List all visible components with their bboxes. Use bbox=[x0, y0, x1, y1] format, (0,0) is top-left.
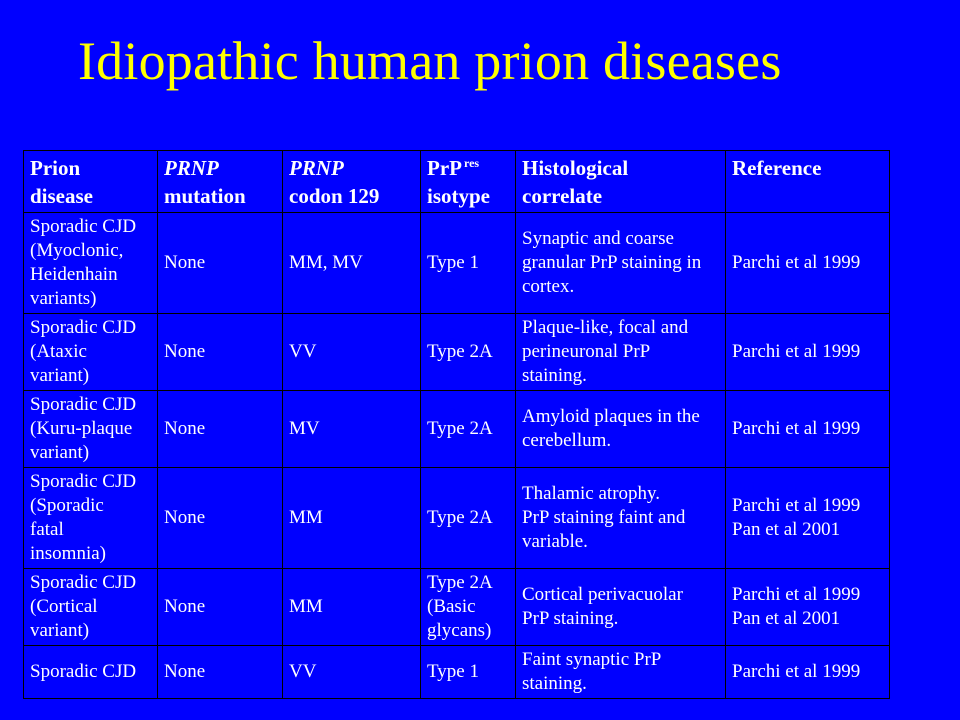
cell-disease bbox=[24, 569, 158, 646]
table-row bbox=[24, 468, 890, 569]
cell-codon bbox=[283, 569, 421, 646]
header-text: PrP bbox=[427, 156, 462, 180]
header-text: PRNP bbox=[289, 156, 344, 180]
cell-isotype bbox=[421, 391, 516, 468]
cell-mutation bbox=[158, 314, 283, 391]
header-text: disease bbox=[30, 184, 93, 208]
header-text: Histological bbox=[522, 156, 629, 180]
cell-codon bbox=[283, 213, 421, 314]
header-text: codon 129 bbox=[289, 184, 380, 208]
cell-disease bbox=[24, 213, 158, 314]
cell-text: Sporadic CJD bbox=[30, 394, 137, 415]
cell-isotype bbox=[421, 646, 516, 699]
cell-text: granular PrP staining in bbox=[522, 252, 702, 273]
header-histological-correlate bbox=[516, 151, 726, 213]
table-row bbox=[24, 646, 890, 699]
cell-text: Type 2A bbox=[427, 572, 493, 593]
cell-text: variant) bbox=[30, 442, 90, 463]
cell-text: Sporadic CJD bbox=[30, 572, 137, 593]
cell-histology bbox=[516, 646, 726, 699]
cell-isotype bbox=[421, 569, 516, 646]
cell-text: Parchi et al 1999 bbox=[732, 341, 861, 362]
cell-text: VV bbox=[289, 341, 317, 362]
header-text: Prion bbox=[30, 156, 81, 180]
cell-text: Parchi et al 1999 bbox=[732, 661, 861, 682]
header-prp-isotype bbox=[421, 151, 516, 213]
cell-text: Sporadic CJD bbox=[30, 216, 137, 237]
cell-reference bbox=[726, 468, 890, 569]
cell-text: variant) bbox=[30, 620, 90, 641]
cell-text: perineuronal PrP bbox=[522, 341, 651, 362]
cell-text: insomnia) bbox=[30, 543, 106, 564]
cell-text: Thalamic atrophy. bbox=[522, 483, 661, 504]
header-prnp-codon bbox=[283, 151, 421, 213]
cell-text: (Cortical bbox=[30, 596, 98, 617]
cell-mutation bbox=[158, 391, 283, 468]
table-row bbox=[24, 569, 890, 646]
cell-codon bbox=[283, 391, 421, 468]
cell-disease bbox=[24, 314, 158, 391]
cell-text: MM bbox=[289, 596, 323, 617]
cell-reference bbox=[726, 314, 890, 391]
cell-reference bbox=[726, 391, 890, 468]
cell-text: None bbox=[164, 507, 206, 528]
cell-disease bbox=[24, 391, 158, 468]
header-superscript: res bbox=[463, 156, 480, 170]
table-row bbox=[24, 314, 890, 391]
cell-text: staining. bbox=[522, 673, 587, 694]
cell-text: Heidenhain bbox=[30, 264, 118, 285]
header-prion-disease bbox=[24, 151, 158, 213]
cell-text: None bbox=[164, 596, 206, 617]
cell-isotype bbox=[421, 468, 516, 569]
table-row bbox=[24, 213, 890, 314]
header-text: mutation bbox=[164, 184, 246, 208]
header-text: PRNP bbox=[164, 156, 219, 180]
cell-text: PrP staining faint and bbox=[522, 507, 686, 528]
cell-text: MM bbox=[289, 507, 323, 528]
cell-text: Faint synaptic PrP bbox=[522, 649, 662, 670]
cell-text: cortex. bbox=[522, 276, 575, 297]
cell-text: Pan et al 2001 bbox=[732, 608, 841, 629]
cell-text: MV bbox=[289, 418, 320, 439]
cell-text: Type 1 bbox=[427, 661, 479, 682]
cell-text: Type 2A bbox=[427, 418, 493, 439]
cell-text: variants) bbox=[30, 288, 97, 309]
cell-text: Pan et al 2001 bbox=[732, 519, 841, 540]
cell-text: (Myoclonic, bbox=[30, 240, 124, 261]
cell-text: (Basic bbox=[427, 596, 476, 617]
cell-histology bbox=[516, 213, 726, 314]
cell-text: None bbox=[164, 661, 206, 682]
cell-text: Parchi et al 1999 bbox=[732, 584, 861, 605]
header-text: isotype bbox=[427, 184, 490, 208]
cell-text: variant) bbox=[30, 365, 90, 386]
cell-text: (Kuru-plaque bbox=[30, 418, 133, 439]
cell-text: Plaque-like, focal and bbox=[522, 317, 689, 338]
cell-text: Type 2A bbox=[427, 341, 493, 362]
cell-disease bbox=[24, 646, 158, 699]
cell-text: glycans) bbox=[427, 620, 492, 641]
cell-text: Type 1 bbox=[427, 252, 479, 273]
cell-text: Parchi et al 1999 bbox=[732, 418, 861, 439]
cell-text: None bbox=[164, 418, 206, 439]
cell-text: Sporadic CJD bbox=[30, 661, 137, 682]
cell-text: Sporadic CJD bbox=[30, 317, 137, 338]
cell-text: fatal bbox=[30, 519, 64, 540]
cell-text: None bbox=[164, 341, 206, 362]
cell-reference bbox=[726, 569, 890, 646]
cell-histology bbox=[516, 391, 726, 468]
cell-mutation bbox=[158, 569, 283, 646]
table-row bbox=[24, 391, 890, 468]
cell-isotype bbox=[421, 213, 516, 314]
cell-text: Cortical perivacuolar bbox=[522, 584, 683, 605]
cell-text: VV bbox=[289, 661, 317, 682]
cell-histology bbox=[516, 569, 726, 646]
cell-text: Parchi et al 1999 bbox=[732, 252, 861, 273]
cell-histology bbox=[516, 314, 726, 391]
cell-histology bbox=[516, 468, 726, 569]
cell-text: None bbox=[164, 252, 206, 273]
cell-text: (Ataxic bbox=[30, 341, 87, 362]
cell-text: Synaptic and coarse bbox=[522, 228, 674, 249]
cell-text: cerebellum. bbox=[522, 430, 612, 451]
cell-text: PrP staining. bbox=[522, 608, 619, 629]
header-prnp-mutation bbox=[158, 151, 283, 213]
cell-text: Amyloid plaques in the bbox=[522, 406, 700, 427]
table-header-row bbox=[24, 151, 890, 213]
cell-text: (Sporadic bbox=[30, 495, 104, 516]
cell-reference bbox=[726, 213, 890, 314]
cell-codon bbox=[283, 314, 421, 391]
cell-disease bbox=[24, 468, 158, 569]
cell-text: Sporadic CJD bbox=[30, 471, 137, 492]
cell-text: staining. bbox=[522, 365, 587, 386]
cell-text: Type 2A bbox=[427, 507, 493, 528]
prion-disease-table bbox=[23, 150, 890, 699]
cell-codon bbox=[283, 646, 421, 699]
cell-mutation bbox=[158, 213, 283, 314]
cell-text: MM, MV bbox=[289, 252, 363, 273]
header-reference bbox=[726, 151, 890, 213]
cell-mutation bbox=[158, 646, 283, 699]
slide-title: Idiopathic human prion diseases bbox=[78, 31, 782, 91]
cell-text: Parchi et al 1999 bbox=[732, 495, 861, 516]
header-text: Reference bbox=[732, 156, 822, 180]
cell-text: variable. bbox=[522, 531, 588, 552]
cell-isotype bbox=[421, 314, 516, 391]
cell-reference bbox=[726, 646, 890, 699]
header-text: correlate bbox=[522, 184, 603, 208]
cell-codon bbox=[283, 468, 421, 569]
cell-mutation bbox=[158, 468, 283, 569]
